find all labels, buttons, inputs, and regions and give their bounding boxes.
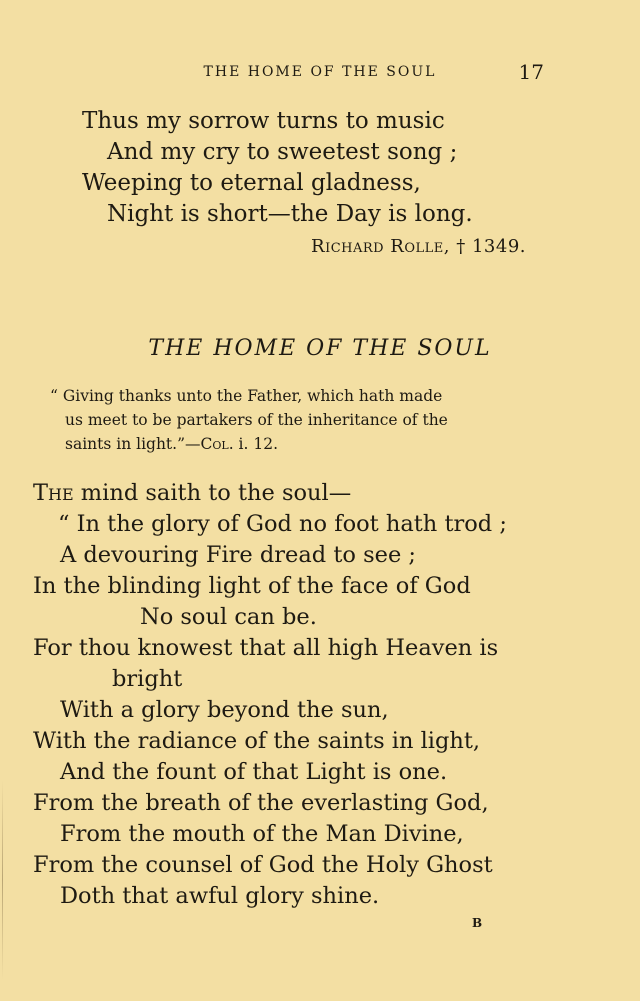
verse-line: Thus my sorrow turns to music [82, 108, 445, 134]
epigraph-line: us meet to be partakers of the inheritance of the [65, 411, 448, 429]
poem-line: In the blinding light of the face of God [33, 573, 471, 599]
attribution-date: † 1349. [456, 236, 526, 257]
signature-mark: B [472, 916, 483, 930]
page-edge-shadow [2, 780, 3, 980]
epigraph-line: “ Giving thanks unto the Father, which hath made [50, 387, 443, 405]
attribution [311, 236, 526, 257]
poem-line: No soul can be. [140, 604, 317, 630]
poem-line: Doth that awful glory shine. [60, 883, 380, 909]
poem-line [33, 478, 351, 509]
poem-line: From the breath of the everlasting God, [33, 790, 489, 816]
poem-line-text: mind saith to the soul— [73, 480, 352, 506]
poem-line: A devouring Fire dread to see ; [60, 542, 416, 568]
page-number: 17 [518, 60, 544, 84]
poem-line: From the counsel of God the Holy Ghost [33, 852, 493, 878]
poem-line: From the mouth of the Man Divine, [60, 821, 464, 847]
verse-line: Weeping to eternal gladness, [82, 170, 421, 196]
epigraph-line [65, 432, 278, 456]
poem-line: With the radiance of the saints in light, [33, 728, 481, 754]
running-head: THE HOME OF THE SOUL [203, 64, 437, 80]
verse-line: And my cry to sweetest song ; [107, 139, 458, 165]
poem-line: bright [112, 666, 183, 692]
poem-line: For thou knowest that all high Heaven is [33, 635, 499, 661]
poem-line: “ In the glory of God no foot hath trod ; [58, 511, 507, 537]
attribution-author: Richard Rolle, [311, 236, 450, 257]
poem-line: And the fount of that Light is one. [60, 759, 448, 785]
epigraph-text: saints in light.”— [65, 435, 201, 453]
poem-first-word: The [33, 480, 74, 506]
poem-line: With a glory beyond the sun, [60, 697, 389, 723]
epigraph-reference-number: i. 12. [233, 435, 279, 453]
poem-title: THE HOME OF THE SOUL [148, 336, 492, 361]
epigraph-reference: Col. [200, 435, 234, 453]
verse-line: Night is short—the Day is long. [107, 201, 473, 227]
